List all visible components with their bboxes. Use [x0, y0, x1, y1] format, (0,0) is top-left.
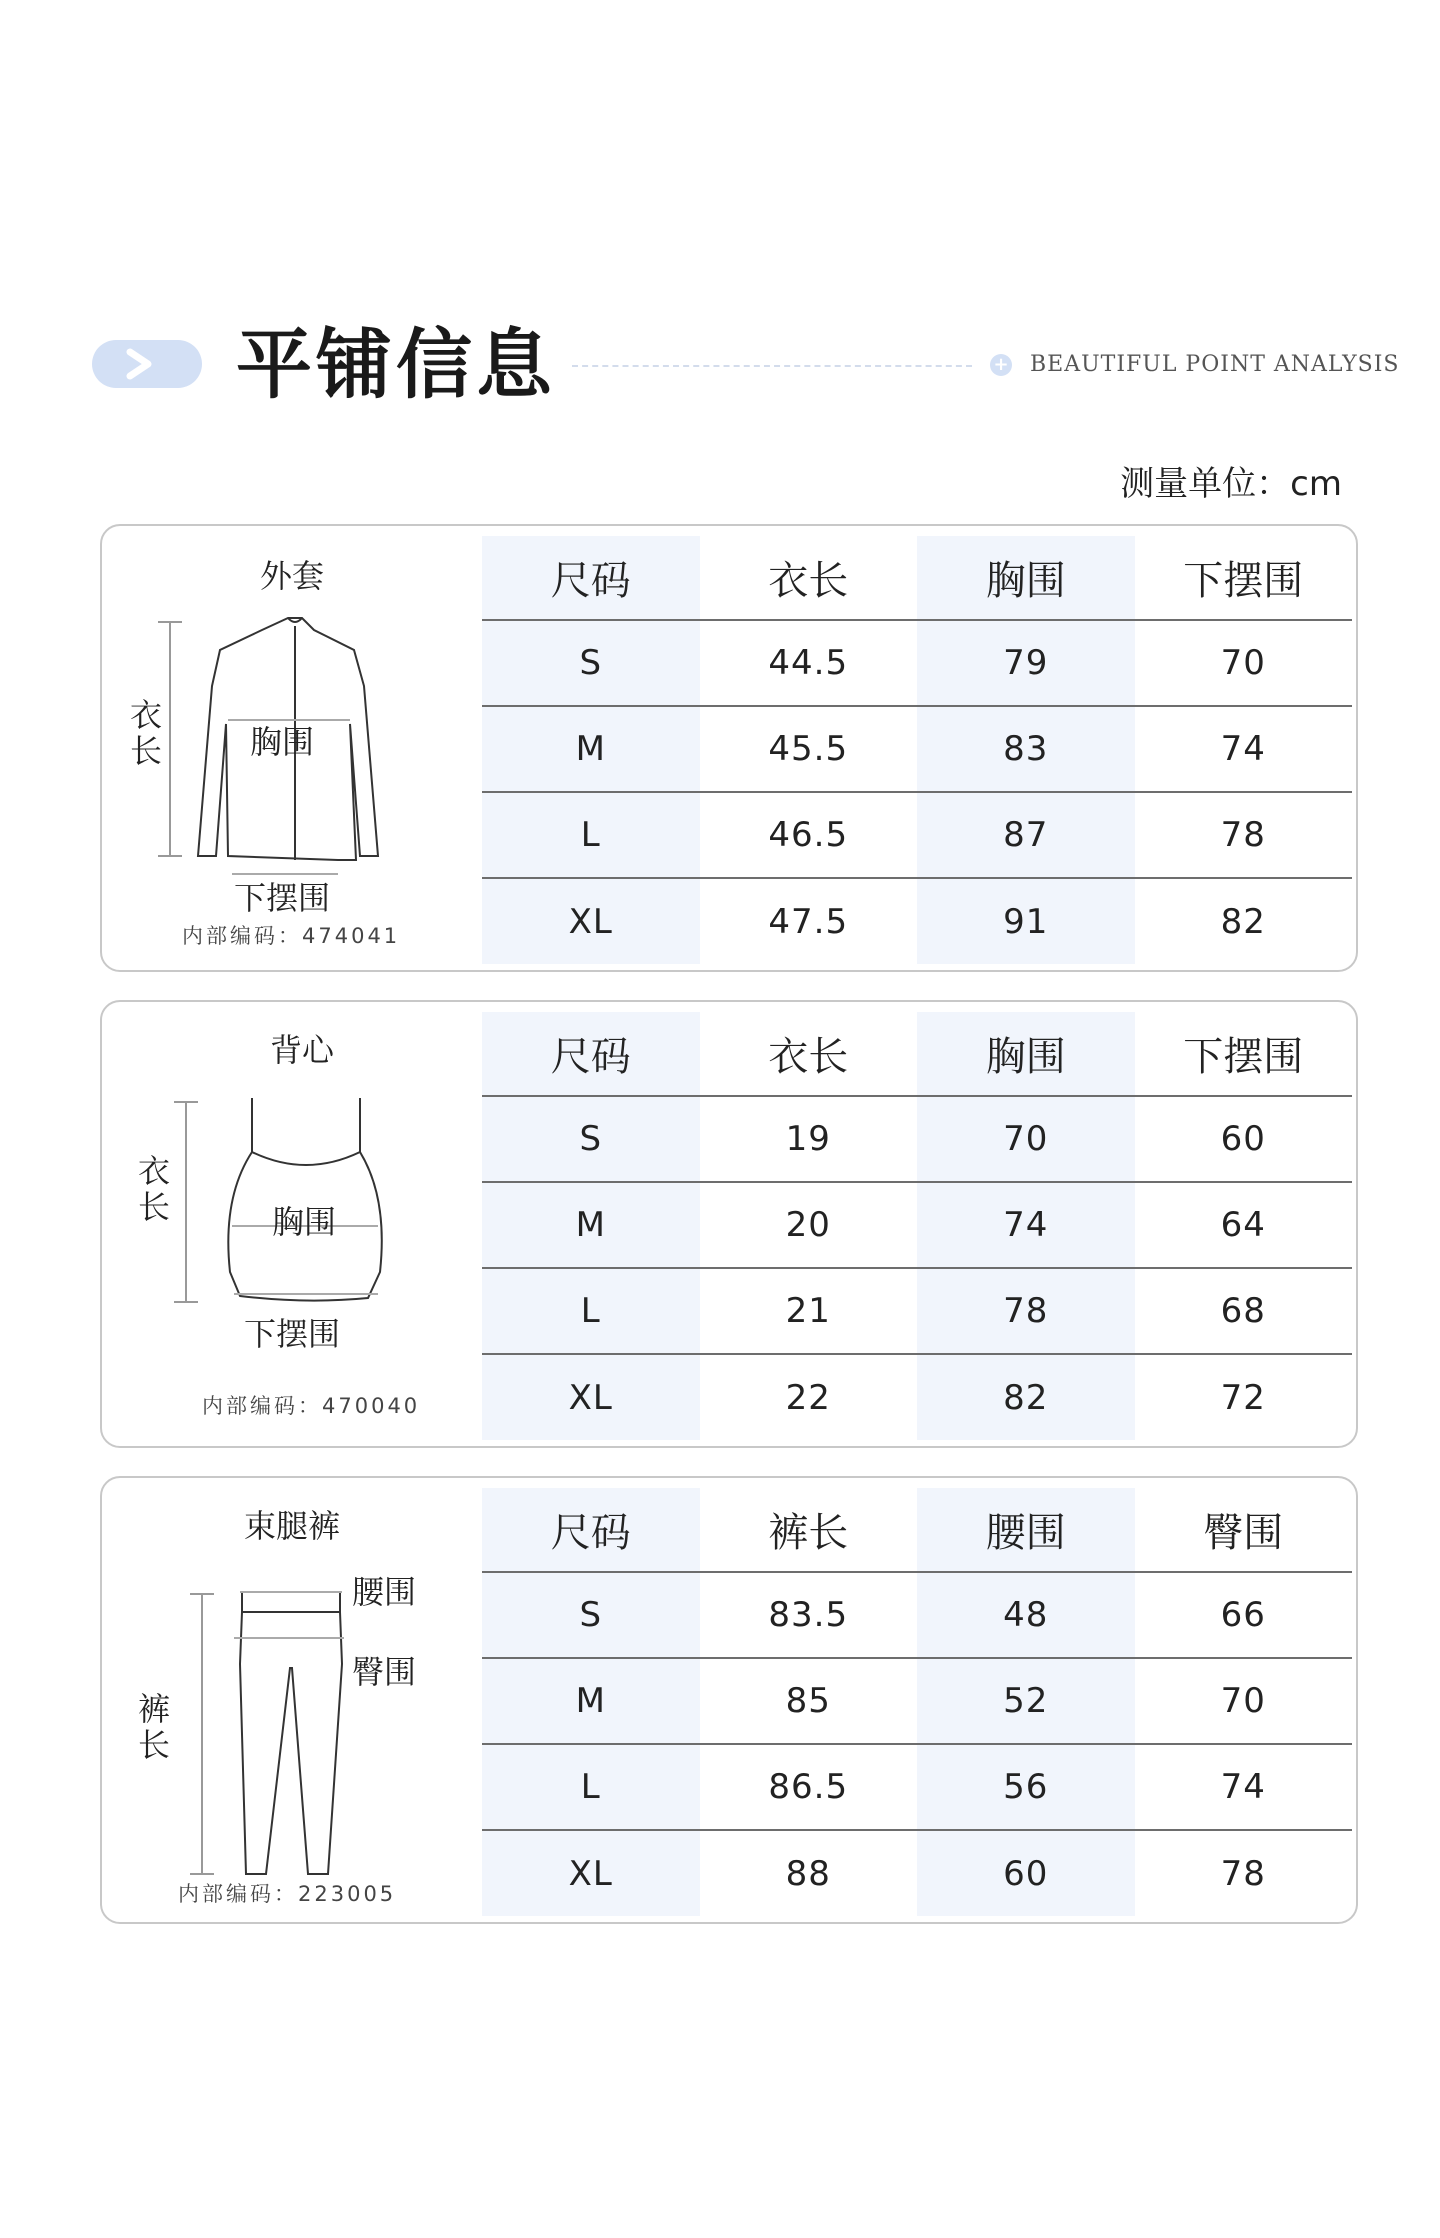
header-subtitle: BEAUTIFUL POINT ANALYSIS [1030, 352, 1400, 377]
garment-diagram-leggings [102, 1478, 482, 1922]
length-label: 裤长 [133, 1692, 171, 1764]
column-header: 衣长 [700, 1012, 918, 1096]
hip-label: 臀围 [352, 1653, 417, 1691]
value-cell: 86.5 [700, 1744, 918, 1830]
hem-label: 下摆围 [244, 1315, 341, 1353]
size-cell: S [482, 1572, 700, 1658]
value-cell: 68 [1135, 1268, 1353, 1354]
value-cell: 82 [917, 1354, 1135, 1440]
plus-icon: + [990, 354, 1012, 376]
size-panel-jacket [100, 524, 1358, 972]
value-cell: 70 [917, 1096, 1135, 1182]
garment-diagram-jacket [102, 526, 482, 970]
value-cell: 46.5 [700, 792, 918, 878]
value-cell: 83.5 [700, 1572, 918, 1658]
value-cell: 74 [1135, 1744, 1353, 1830]
internal-code: 内部编码：474041 [182, 924, 401, 948]
value-cell: 87 [917, 792, 1135, 878]
column-header: 腰围 [917, 1488, 1135, 1572]
column-header: 胸围 [917, 536, 1135, 620]
value-cell: 20 [700, 1182, 918, 1268]
value-cell: 44.5 [700, 620, 918, 706]
value-cell: 52 [917, 1658, 1135, 1744]
value-cell: 48 [917, 1572, 1135, 1658]
table-row [482, 1182, 1352, 1268]
size-table [482, 1488, 1352, 1916]
table-row [482, 1744, 1352, 1830]
size-cell: XL [482, 1354, 700, 1440]
table-row [482, 792, 1352, 878]
size-cell: XL [482, 878, 700, 964]
internal-code: 内部编码：223005 [178, 1882, 397, 1906]
column-header: 臀围 [1135, 1488, 1353, 1572]
table-row [482, 620, 1352, 706]
table-row [482, 1096, 1352, 1182]
page-title: 平铺信息 [236, 320, 556, 409]
value-cell: 72 [1220, 1377, 1266, 1418]
value-cell: 64 [1135, 1182, 1353, 1268]
column-header: 尺码 [482, 1012, 700, 1096]
value-cell: 74 [1135, 706, 1353, 792]
value-cell: 70 [1135, 1658, 1353, 1744]
measurement-unit: 测量单位：cm [1120, 464, 1342, 504]
table-row [482, 1830, 1352, 1916]
value-cell: 78 [1135, 792, 1353, 878]
garment-name: 背心 [269, 1031, 334, 1069]
table-header-row [482, 536, 1352, 620]
column-header: 衣长 [700, 536, 918, 620]
table-row [482, 1354, 1352, 1440]
size-cell: L [482, 792, 700, 878]
table-header-row [482, 1488, 1352, 1572]
header-badge [92, 340, 202, 388]
value-cell: 70 [1135, 620, 1353, 706]
value-cell: 56 [917, 1744, 1135, 1830]
column-header: 下摆围 [1135, 536, 1353, 620]
value-cell: 78 [1220, 1853, 1266, 1894]
table-header-row [482, 1012, 1352, 1096]
value-cell: 85 [700, 1658, 918, 1744]
table-row [482, 1572, 1352, 1658]
size-cell: S [482, 1096, 700, 1182]
value-cell: 78 [917, 1268, 1135, 1354]
value-cell: 82 [1220, 901, 1266, 942]
size-cell: S [482, 620, 700, 706]
table-row [482, 878, 1352, 964]
size-cell: XL [482, 1830, 700, 1916]
column-header: 尺码 [482, 1488, 700, 1572]
size-cell: M [482, 1658, 700, 1744]
header-divider [572, 365, 972, 367]
chevron-right-icon [122, 348, 172, 380]
hem-label: 下摆围 [234, 879, 331, 917]
garment-name: 束腿裤 [243, 1507, 340, 1545]
size-panel-vest [100, 1000, 1358, 1448]
value-cell: 83 [917, 706, 1135, 792]
waist-label: 腰围 [352, 1573, 417, 1611]
column-header: 尺码 [482, 536, 700, 620]
table-row [482, 706, 1352, 792]
value-cell: 21 [700, 1268, 918, 1354]
value-cell: 60 [1135, 1096, 1353, 1182]
chest-label: 胸围 [250, 723, 315, 761]
value-cell: 19 [700, 1096, 918, 1182]
size-table [482, 1012, 1352, 1440]
garment-name: 外套 [259, 557, 324, 595]
column-header: 裤长 [700, 1488, 918, 1572]
value-cell: 79 [917, 620, 1135, 706]
value-cell: 60 [917, 1830, 1135, 1916]
internal-code: 内部编码：470040 [202, 1394, 421, 1418]
value-cell: 45.5 [700, 706, 918, 792]
length-label: 衣长 [133, 1154, 171, 1226]
size-cell: M [482, 1182, 700, 1268]
value-cell: 91 [917, 878, 1135, 964]
table-row [482, 1268, 1352, 1354]
column-header: 胸围 [917, 1012, 1135, 1096]
size-panel-leggings [100, 1476, 1358, 1924]
value-cell: 47.5 [768, 901, 849, 942]
chest-label: 胸围 [272, 1203, 337, 1241]
value-cell: 22 [785, 1377, 831, 1418]
value-cell: 74 [917, 1182, 1135, 1268]
value-cell: 88 [785, 1853, 831, 1894]
value-cell: 66 [1135, 1572, 1353, 1658]
table-row [482, 1658, 1352, 1744]
garment-diagram-vest [102, 1002, 482, 1446]
size-cell: L [482, 1268, 700, 1354]
size-cell: M [482, 706, 700, 792]
column-header: 下摆围 [1135, 1012, 1353, 1096]
length-label: 衣长 [125, 698, 163, 770]
size-cell: L [482, 1744, 700, 1830]
size-table [482, 536, 1352, 964]
